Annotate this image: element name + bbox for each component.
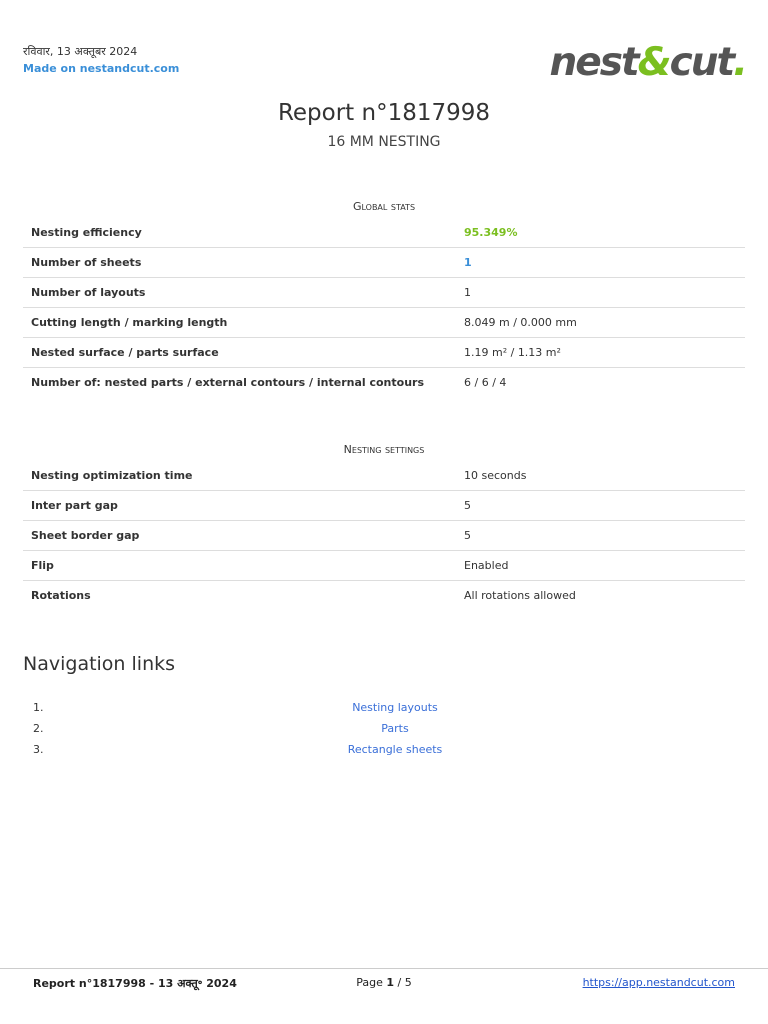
- list-number: 1.: [33, 701, 44, 714]
- table-row: [23, 368, 745, 398]
- setting-value: 10 seconds: [456, 461, 745, 491]
- setting-label: Flip: [23, 551, 456, 581]
- stat-value: 95.349%: [456, 218, 745, 248]
- table-row: [23, 521, 745, 551]
- header-info: [23, 43, 179, 77]
- nesting-settings-table: [23, 461, 745, 610]
- setting-value: All rotations allowed: [464, 589, 576, 602]
- navigation-list: [33, 700, 745, 763]
- nav-link-rectangle-sheets[interactable]: Rectangle sheets: [347, 743, 443, 756]
- nav-link-parts[interactable]: Parts: [381, 722, 409, 735]
- stat-label: Cutting length / marking length: [23, 308, 456, 338]
- page-footer: [0, 968, 768, 1009]
- report-subtitle: 16 MM NESTING: [327, 134, 441, 150]
- list-number: 2.: [33, 722, 44, 735]
- report-title: Report n°1817998: [277, 100, 491, 126]
- page-current: 1: [386, 976, 395, 989]
- table-row: [23, 248, 745, 278]
- nesting-settings-section: [23, 439, 745, 610]
- list-item: [33, 742, 745, 763]
- table-row: [23, 551, 745, 581]
- list-item: [33, 721, 745, 742]
- navigation-title: Navigation links: [23, 653, 176, 675]
- stat-value: 6 / 6 / 4: [464, 376, 507, 389]
- logo-text-cut: cut: [669, 40, 734, 85]
- stat-value: 1.19 m² / 1.13 m²: [456, 338, 745, 368]
- nesting-settings-heading: Nesting settings: [343, 443, 425, 456]
- table-row: [23, 491, 745, 521]
- footer-app-link[interactable]: https://app.nestandcut.com: [582, 976, 735, 989]
- table-row: [23, 218, 745, 248]
- table-row: [23, 581, 745, 611]
- setting-value: 5: [456, 521, 745, 551]
- list-item: [33, 700, 745, 721]
- footer-report-info: Report n°1817998 - 13 अक्तू॰ 2024: [33, 977, 237, 990]
- setting-value: 5: [456, 491, 745, 521]
- logo-text-nest: nest: [549, 40, 638, 85]
- list-number: 3.: [33, 743, 44, 756]
- report-date: रविवार, 13 अक्तूबर 2024: [23, 45, 138, 58]
- stat-label: Nesting efficiency: [23, 218, 456, 248]
- table-row: [23, 338, 745, 368]
- stat-label: Nested surface / parts surface: [23, 338, 456, 368]
- setting-label: Sheet border gap: [23, 521, 456, 551]
- stat-label: Number of: nested parts / external contours / internal contours: [31, 376, 425, 389]
- stat-value: 1: [456, 248, 745, 278]
- table-row: [23, 278, 745, 308]
- stat-label: Number of layouts: [23, 278, 456, 308]
- stat-value: 8.049 m / 0.000 mm: [456, 308, 745, 338]
- stat-value: 1: [456, 278, 745, 308]
- nestandcut-logo: [550, 38, 746, 88]
- nav-link-nesting-layouts[interactable]: Nesting layouts: [352, 701, 438, 714]
- logo-dot: .: [733, 40, 746, 85]
- stat-label: Number of sheets: [23, 248, 456, 278]
- global-stats-section: [23, 196, 745, 397]
- page-total: / 5: [394, 976, 412, 989]
- logo-ampersand: &: [637, 40, 670, 85]
- global-stats-heading: Global stats: [352, 200, 416, 213]
- global-stats-table: [23, 218, 745, 397]
- setting-label: Nesting optimization time: [23, 461, 456, 491]
- setting-label: Inter part gap: [23, 491, 456, 521]
- page-prefix: Page: [356, 976, 387, 989]
- setting-label: Rotations: [31, 589, 91, 602]
- table-row: [23, 461, 745, 491]
- table-row: [23, 308, 745, 338]
- made-on-link[interactable]: Made on nestandcut.com: [23, 62, 180, 75]
- setting-value: Enabled: [456, 551, 745, 581]
